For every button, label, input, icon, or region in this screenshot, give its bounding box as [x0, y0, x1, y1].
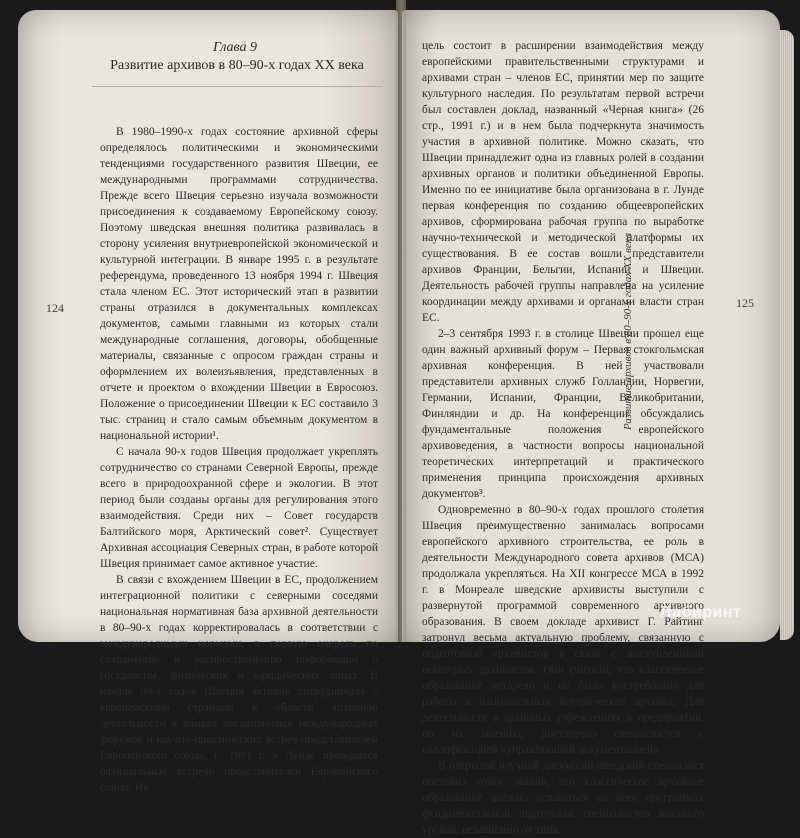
right-paragraph: В открытой научной дискуссии шведский специалист поставил точку, заявив, что классическое архивное образование должно оставаться во всех программах фундаментальной подготовки специалистов высокого уровня, независимо от типа — [422, 760, 704, 836]
right-paragraph: Одновременно в 80–90-х годах прошлого столетия Швеция преимущественно занималась вопросами европейского архивного строительства, ее роль в деятельности Международного совета архивов (МСА) продолжала укрепляться. На XII конгрессе МСА в 1992 г. в Монреале шведские архивисты выступили с развернутой программой современного архивного образования. В своем докладе архивист Г. Райтинг затронул весьма актуальную проблему, связанную с подготовкой архивистов в связи с выступлениями некоторых архивистов. Они считали, что классическое образование устарело и не было востребовано для работы в национальных исторических архивах. Для деятельности в архивных учреждениях и предприятий, по их мнению, достаточно специалистов с квалификацией «управляющий документацией». — [422, 504, 704, 756]
page-number-right: 125 — [736, 296, 754, 310]
right-paragraph: 2–3 сентября 1993 г. в столице Швеции прошел еще один важный архивный форум – Первая стокгольмская архивная конференция. В ней участвовали представители архивных служб Голландии, Норвегии, Германии, Испании, Франции, Великобритании, Финляндии и др. На конференции обсуждались фундаментальные положения европейского архивоведения, в частности вопросы национальной теоретических интерпретаций и практического применения принципа происхождения архивных документов³. — [422, 328, 704, 500]
left-page-text — [100, 124, 378, 794]
book-spine — [396, 0, 406, 642]
chapter-number: Глава 9 — [213, 40, 257, 55]
chapter-title: Развитие архивов в 80–90-х годах XX века — [110, 58, 364, 73]
running-head: Развитие архивов в 80–90-х годах XX века — [622, 232, 634, 430]
left-paragraph: В 1980–1990-х годах состояние архивной сферы определялось политическими и экономическими тенденциями государственного развития Швеции, ее международными программами сотрудничества. Прежде всего Швеция серьезно изучала возможности присоединения к создаваемому Европейскому союзу. Поэтому шведская внешняя политика развивалась в сторону усиления внутриевропейской экономической и культурной интеграции. В январе 1995 г. в результате референдума, проведенного 13 ноября 1994 г. Швеция стала членом ЕС. Этот исторический этап в развитии страны отразился в документальных комплексах документов, самыми главными из которых стали международные соглашения, договоры, обобщенные материалы, связанные с опросом граждан страны и оформлением их волеизъявления, представленных в отчете и проектом о вхождении Швеции в Евросоюз. Положение о присоединении Швеции к ЕС составило 3 тыс. страниц и стало самым объемным документом в национальной истории¹. — [100, 126, 378, 442]
watermark-logo: Лабиринт — [660, 604, 742, 621]
title-rule — [92, 86, 382, 87]
left-paragraph: С начала 90-х годов Швеция продолжает укреплять сотрудничество со странами Северной Европы, прежде всего в природоохранной сфере и экологии. В этот период были созданы органы для регулирования этого взаимодействия. Среди них – Совет государств Балтийского моря, Арктический совет². Существует Архивная ассоциация Северных стран, в работе которой Швеция принимает самое активное участие. — [100, 446, 378, 570]
page-number-left: 124 — [46, 301, 64, 315]
right-paragraph: цель состоит в расширении взаимодействия между европейскими правительственными структурами и архивами стран – членов ЕС, принятии мер по защите культурного наследия. По результатам первой встречи был составлен доклад, названный «Черная книга» (26 стр., 1991 г.) и в нем была подчеркнута значимость участия в архивной политике. Можно сказать, что Швеции принадлежит одна из главных ролей в создании архивных органов и политики объединенной Европы. Именно по ее инициативе была организована в г. Лунде первая конференция по созданию общеевропейских архивов, сформирована рабочая группа по выработке научно-технической и методической платформы их существования. В ее состав вошли представители архивов Франции, Бельгии, Испании и Швеции. Деятельность рабочей группы направлена на усиление координации между архивами и органами власти стран ЕС. — [422, 40, 704, 324]
right-page-text — [422, 38, 704, 836]
left-paragraph: В связи с вхождением Швеции в ЕС, продолжением интеграционной политики с северными соседями национальная нормативная база архивной деятельности в 80–90-х годах корректировалась в соответствии с международными нормами, в первую очередь по сохранению и распространению информации о государстве, физических и юридических лицах. В начале 90-х годов Швеция активно сотрудничала с европейскими странами в области архивной деятельности в рамках организуемых международных форумов и научно-практических встреч представителей Европейского союза. С 1991 г. в Лунде проводятся официальные встречи представителей Европейского союза. Их — [100, 574, 378, 794]
page-edges — [780, 30, 794, 640]
